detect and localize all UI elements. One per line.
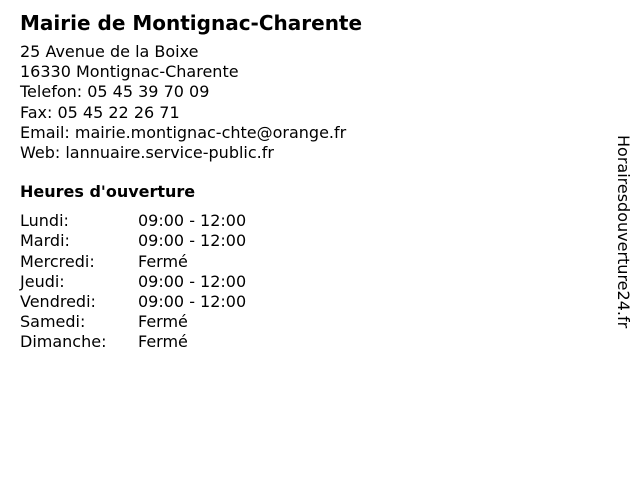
hours-time-value: 09:00 - 12:00: [138, 271, 247, 291]
hours-row-sunday: [20, 332, 600, 352]
street-address: 25 Avenue de la Boixe: [20, 42, 199, 61]
postal-city: 16330 Montignac-Charente: [20, 62, 239, 82]
place-info-card: [20, 10, 600, 353]
hours-day-label: Samedi:: [20, 312, 86, 332]
phone-line: Telefon: 05 45 39 70 09: [20, 82, 210, 102]
email-line: Email: mairie.montignac-chte@orange.fr: [20, 122, 347, 142]
hours-time-value: Fermé: [138, 332, 188, 352]
hours-row-saturday: [20, 312, 600, 332]
hours-time-value: Fermé: [138, 312, 188, 332]
hours-time-value: 09:00 - 12:00: [138, 211, 247, 231]
hours-table: [20, 211, 600, 352]
hours-row-thursday: [20, 272, 600, 292]
hours-day-label: Lundi:: [20, 211, 69, 231]
web-line: Web: lannuaire.service-public.fr: [20, 143, 274, 163]
hours-day-label: Jeudi:: [20, 271, 65, 291]
place-title: Mairie de Montignac-Charente: [20, 11, 363, 35]
address-block: [20, 42, 600, 163]
hours-day-label: Vendredi:: [20, 292, 96, 312]
hours-row-friday: [20, 292, 600, 312]
hours-day-label: Mercredi:: [20, 251, 95, 271]
hours-row-wednesday: [20, 252, 600, 272]
hours-time-value: 09:00 - 12:00: [138, 292, 247, 312]
hours-heading: Heures d'ouverture: [20, 182, 196, 202]
site-watermark: Horairesdouverture24.fr: [614, 135, 633, 329]
hours-day-label: Dimanche:: [20, 332, 107, 352]
hours-time-value: Fermé: [138, 251, 188, 271]
hours-row-monday: [20, 211, 600, 231]
hours-row-tuesday: [20, 231, 600, 251]
fax-line: Fax: 05 45 22 26 71: [20, 102, 180, 122]
hours-day-label: Mardi:: [20, 231, 70, 251]
hours-time-value: 09:00 - 12:00: [138, 231, 247, 251]
